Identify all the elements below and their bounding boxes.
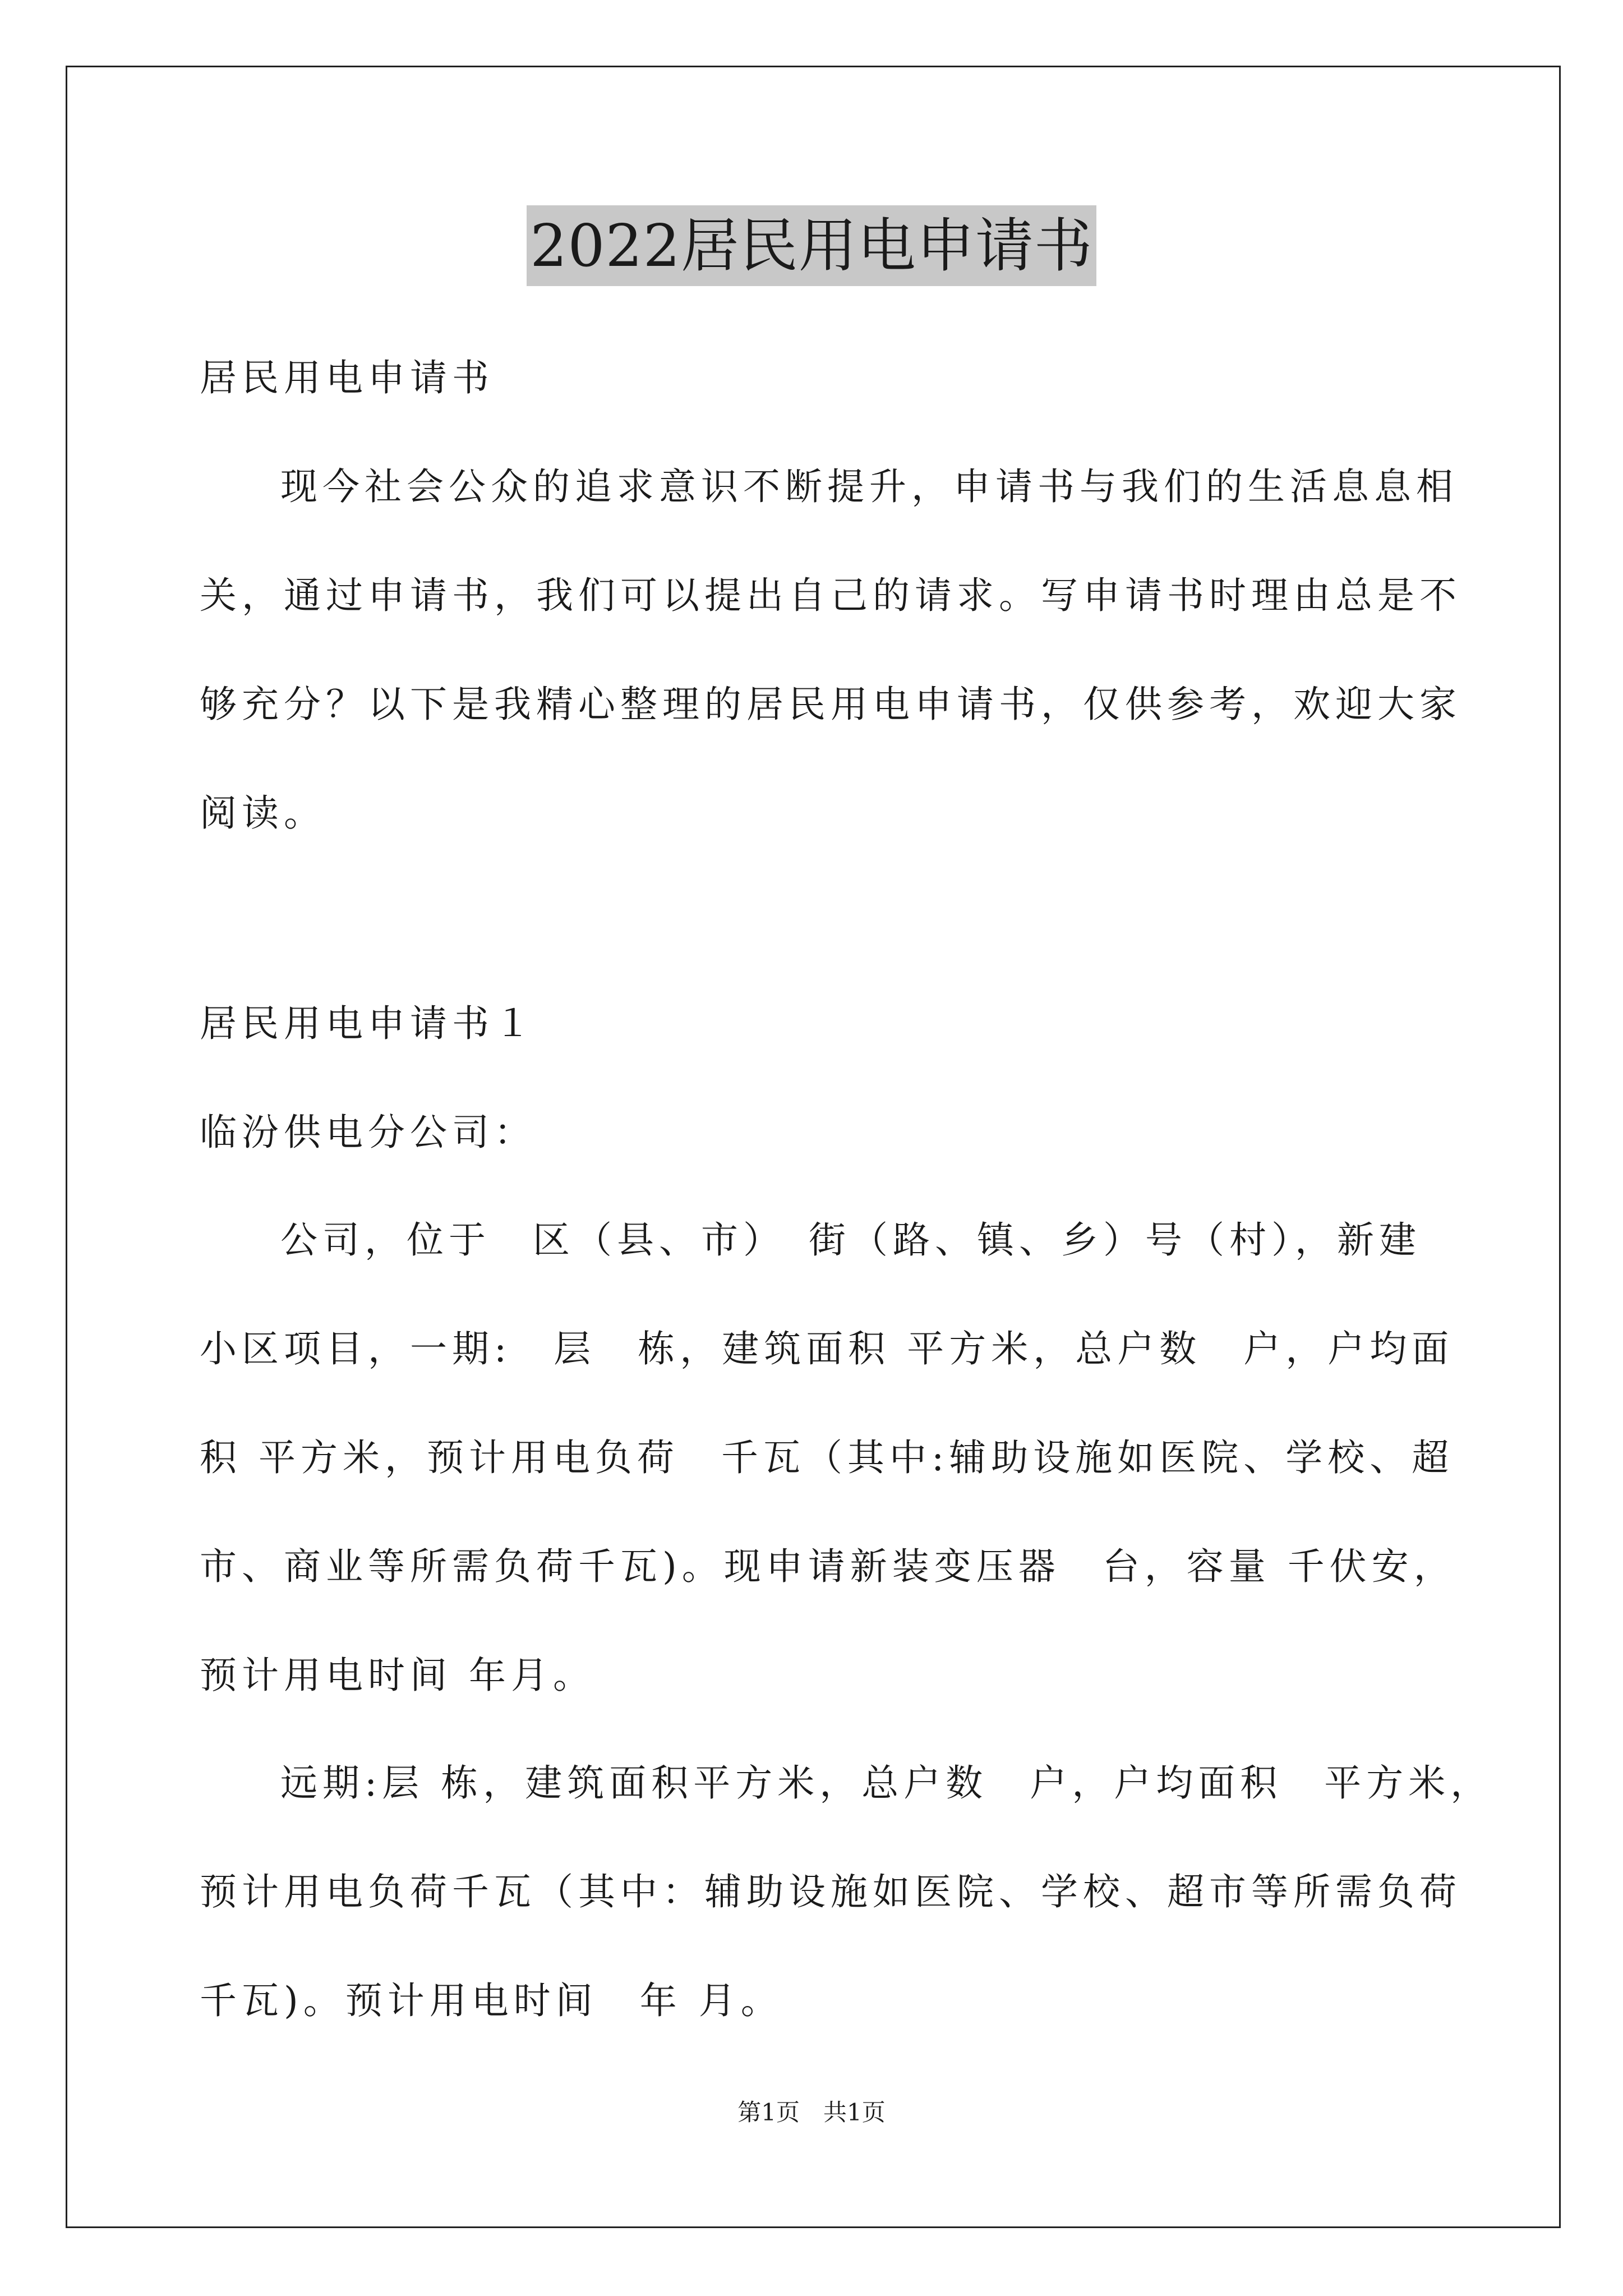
title-container [0, 205, 1623, 286]
document-title: 2022居民用电申请书 [527, 205, 1096, 286]
paragraph-line: 远期:层 栋，建筑面积平方米，总户数 户，户均面积 平方米， [280, 1761, 1493, 1805]
paragraph-line: 千瓦)。预计用电时间 年 月。 [200, 1979, 783, 2022]
paragraph-line: 预计用电时间 年月。 [200, 1654, 595, 1697]
paragraph-line: 积 平方米，预计用电负荷 千瓦（其中:辅助设施如医院、学校、超 [200, 1436, 1454, 1479]
paragraph-line: 预计用电负荷千瓦（其中：辅助设施如医院、学校、超市等所需负荷 [200, 1870, 1461, 1913]
paragraph-line: 公司，位于 区（县、市） 街（路、镇、乡）号（村），新建 [280, 1218, 1421, 1262]
paragraph-line: 市、商业等所需负荷千瓦)。现申请新装变压器 台，容量 千伏安， [200, 1545, 1456, 1588]
page-number-footer: 第1页 共1页 [737, 2099, 886, 2126]
paragraph-line: 小区项目，一期: 层 栋，建筑面积 平方米，总户数 户，户均面 [200, 1327, 1454, 1370]
intro-line: 阅读。 [200, 792, 326, 835]
section-heading: 居民用电申请书１ [200, 1002, 536, 1045]
intro-line: 够充分？以下是我精心整理的居民用电申请书，仅供参考，欢迎大家 [200, 683, 1461, 726]
intro-line: 关，通过申请书，我们可以提出自己的请求。写申请书时理由总是不 [200, 574, 1461, 617]
subtitle: 居民用电申请书 [200, 356, 494, 399]
intro-line: 现今社会公众的追求意识不断提升，申请书与我们的生活息息相 [280, 465, 1458, 508]
salutation: 临汾供电分公司： [200, 1111, 536, 1154]
